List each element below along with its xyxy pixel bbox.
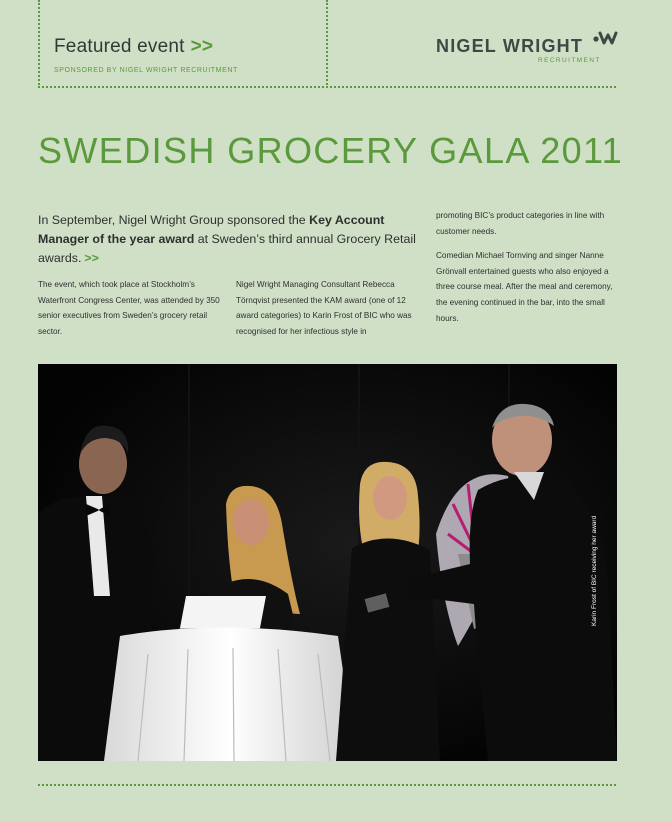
col3-paragraph-1: promoting BIC’s product categories in line with customer needs. [436, 211, 605, 236]
intro-text-1: In September, Nigel Wright Group sponsored the [38, 213, 310, 227]
photo-caption: Karin Frost of BIC receiving her award [591, 515, 598, 626]
bottom-divider [38, 784, 616, 786]
col1-paragraph: The event, which took place at Stockholm’s Waterfront Congress Center, was attended by 350 senior executives from Sweden’s grocery retail sector. [38, 280, 220, 336]
text-column-2 [236, 277, 418, 348]
featured-event-label: Featured event [54, 36, 185, 57]
page-title: SWEDISH GROCERY GALA 2011 [38, 130, 624, 171]
event-photo [38, 364, 617, 761]
intro-paragraph [38, 211, 418, 268]
logo-sub: RECRUITMENT [538, 57, 601, 64]
featured-arrows-icon: >> [190, 36, 214, 57]
intro-bold: Key Account Manager of the year award [38, 213, 385, 246]
sponsor-line: SPONSORED BY NIGEL WRIGHT RECRUITMENT [54, 67, 238, 74]
featured-event-title [54, 36, 213, 58]
top-divider [38, 86, 616, 88]
logo-mark-icon [592, 31, 620, 49]
text-column-1 [38, 277, 220, 348]
col2-paragraph: Nigel Wright Managing Consultant Rebecca Törnqvist presented the KAM award (one of 12 award categories) to Karin Frost of BIC who was recognised for her infectious style in [236, 280, 412, 336]
logo-name: NIGEL WRIGHT [436, 36, 584, 56]
intro-text-2: at Sweden’s third annual Grocery Retail awards. [38, 232, 416, 265]
nigel-wright-logo [436, 34, 620, 70]
intro-arrows-icon: >> [84, 251, 99, 265]
event-photo-illustration [38, 364, 617, 761]
text-column-3 [436, 208, 618, 335]
col3-paragraph-2: Comedian Michael Tornving and singer Nanne Grönvall entertained guests who also enjoyed a three course meal. After the meal and ceremony, the evening continued in the bar, into the small hours. [436, 251, 613, 323]
white-table [104, 628, 356, 762]
